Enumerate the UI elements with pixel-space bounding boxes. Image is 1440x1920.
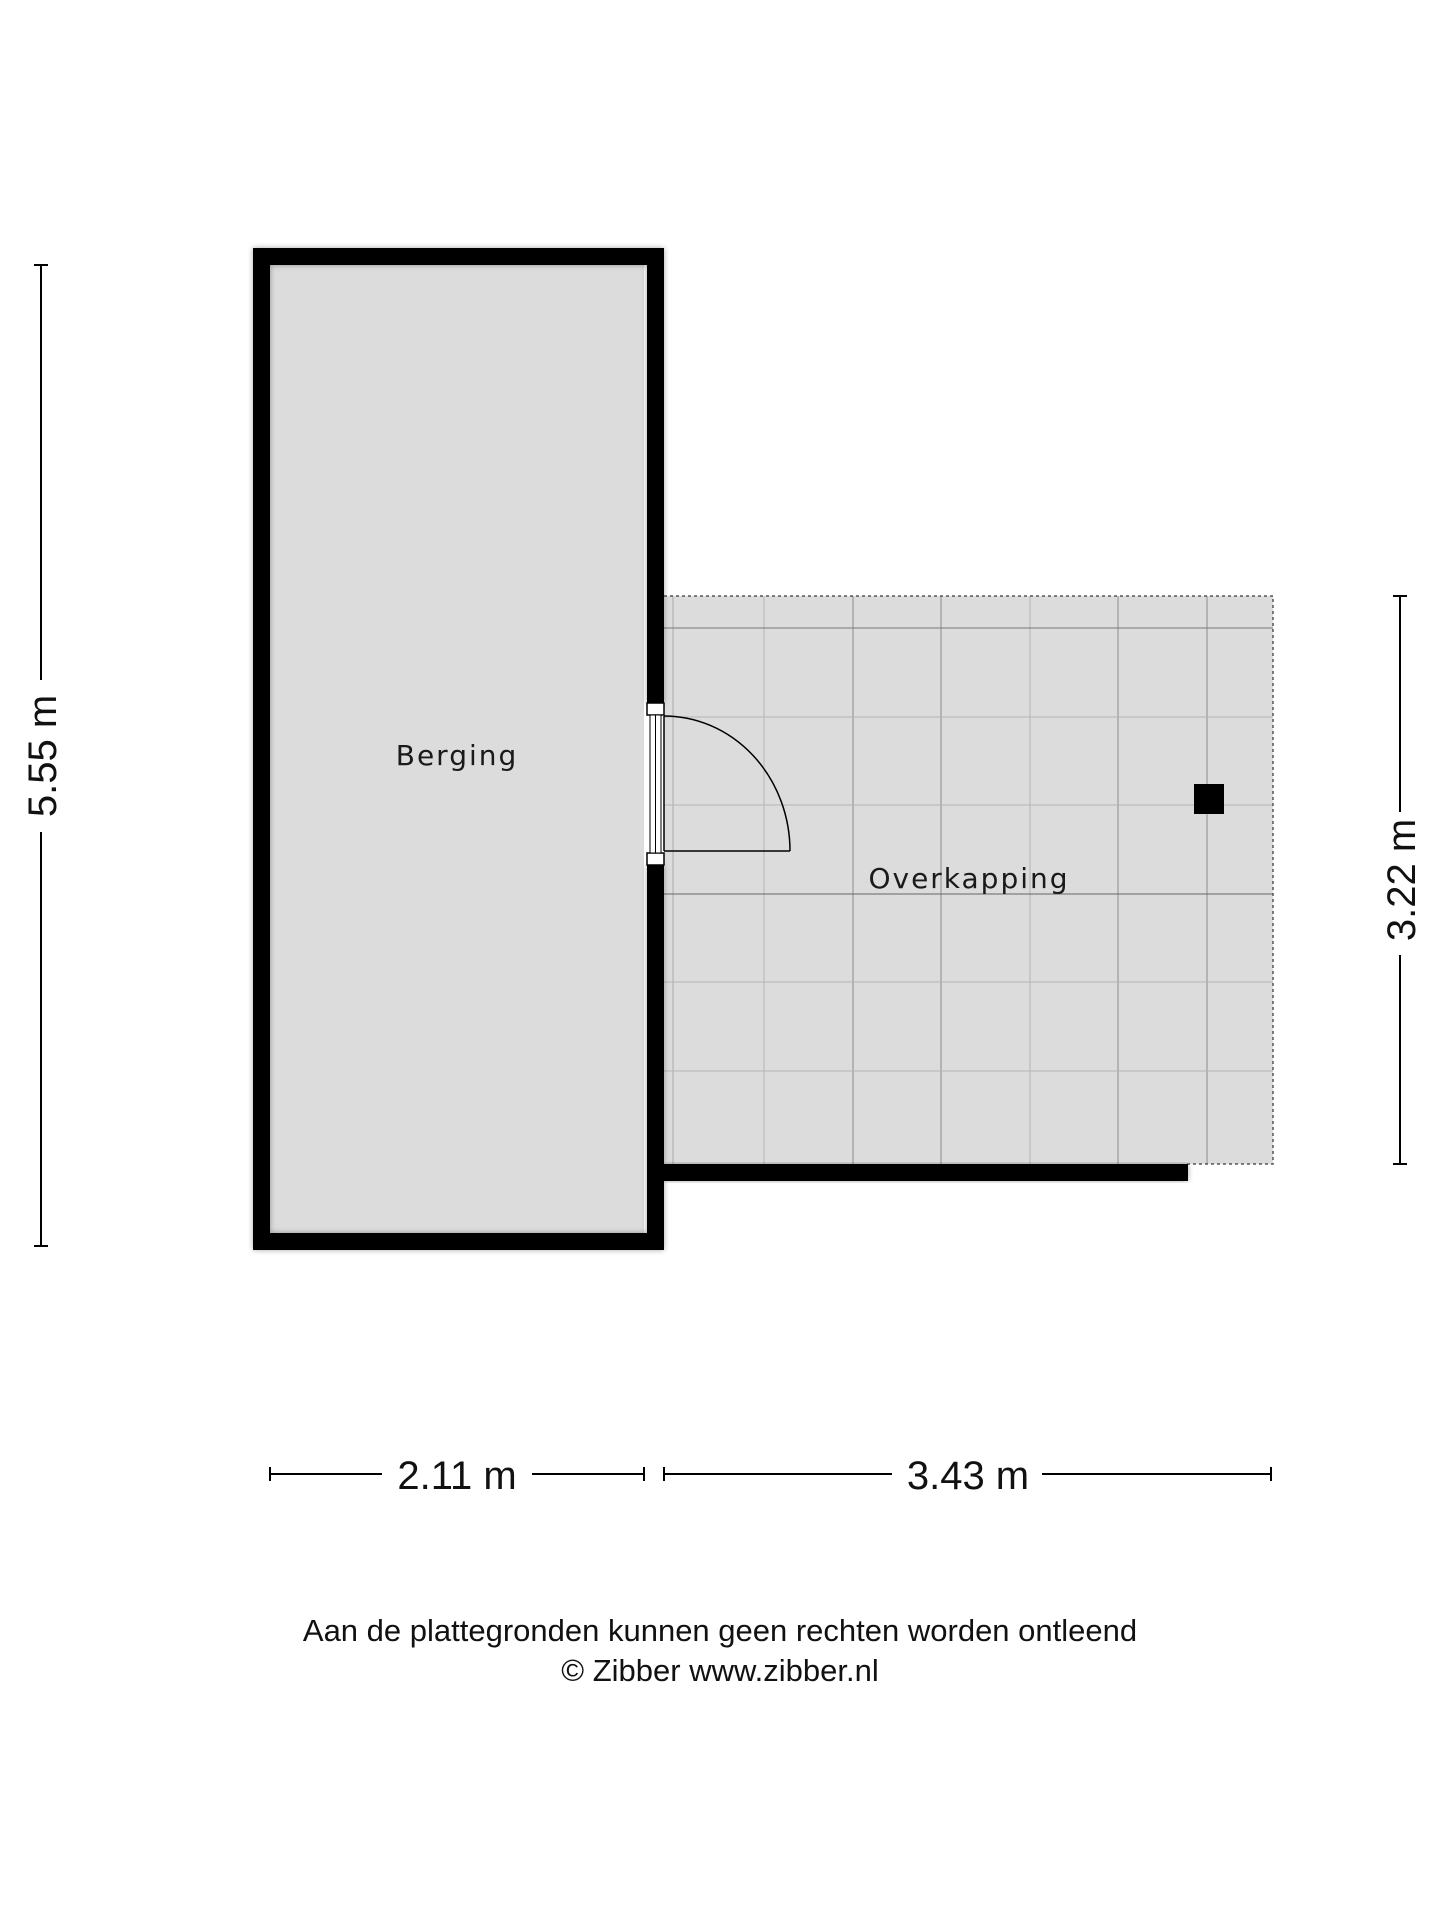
dimension-label-overall-height: 5.55 m [21, 694, 65, 818]
door-frame [647, 703, 664, 865]
copyright-link[interactable]: © Zibber www.zibber.nl [561, 1653, 879, 1688]
dimension-label-berging-width: 2.11 m [397, 1454, 517, 1498]
dimension-label-overkapping-height: 3.22 m [1380, 818, 1424, 942]
dimension-label-overkapping-width: 3.43 m [906, 1454, 1030, 1498]
room-label-overkapping: Overkapping [868, 862, 1070, 895]
room-label-berging: Berging [395, 739, 519, 772]
support-post [1194, 784, 1224, 814]
disclaimer-text: Aan de plattegronden kunnen geen rechten worden ontleend [302, 1613, 1138, 1648]
overkapping-wall [664, 1164, 1188, 1181]
